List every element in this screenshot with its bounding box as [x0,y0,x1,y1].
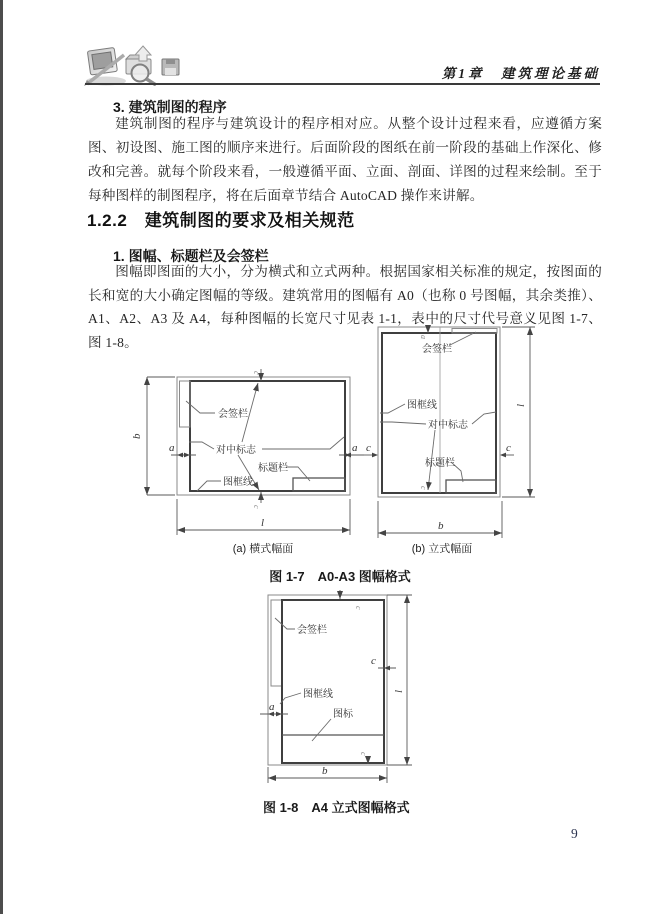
sign-bar-label-a4: 会签栏 [297,625,327,636]
dim-b-b: b [438,520,444,532]
caption-b: (b) 立式幅面 [411,543,473,555]
centering-mark-label-a: 对中标志 [216,445,256,456]
dim-c-bottom-a4: c [359,752,368,756]
frame-line-label-a: 图框线 [223,477,253,488]
figure-1-8-caption: 图 1-8 A4 立式图幅格式 [263,800,410,815]
frame-line-label-a4: 图框线 [303,689,333,700]
dim-a-right: a [352,442,358,454]
sheet-a4-labels [275,618,354,741]
dim-c-bottom-a: c [252,505,261,509]
sub1-heading: 1. 图幅、标题栏及会签栏 [113,248,269,264]
header-rule [85,83,600,85]
sheet-a-dimensions [131,377,350,535]
dim-c-right-a4: c [371,655,376,667]
page-number: 9 [571,826,578,841]
dim-c-bottom-b: c [419,486,428,490]
dim-a-left: a [169,442,175,454]
sheet-a4-dimensions [268,595,412,783]
centering-mark-label-b: 对中标志 [428,420,468,431]
sheet-a4-outline [268,595,387,765]
sec122-heading: 1.2.2 建筑制图的要求及相关规范 [87,211,355,230]
sign-bar-label-a: 会签栏 [218,409,248,420]
title-bar-label-a: 标题栏 [258,463,288,474]
sheet-a-outline [177,377,350,495]
figure-1-7-diagram [130,325,550,565]
sec3-heading: 3. 建筑制图的程序 [113,99,227,115]
dim-b-a4: b [322,765,328,777]
sec3-paragraph: 建筑制图的程序与建筑设计的程序相对应。从整个设计过程来看，应遵循方案图、初设图、施工图的顺序来进行。后面阶段的图纸在前一阶段的基础上作深化、修改和完善。就每个阶段来看，一般遵循平面、立面、剖面、详图的过程来绘制。至于每种图样的制图程序，将在后面章节结合 AutoCAD 操作来讲解。 [88,116,602,203]
dim-c-top-a4: c [354,606,363,610]
title-block-label-a4: 图标 [333,709,353,720]
figure-1-7-caption: 图 1-7 A0-A3 图幅格式 [269,569,411,584]
sheet-b-labels [380,332,496,490]
dim-c-top-a: c [252,371,261,375]
dim-l-b: l [515,403,527,407]
dim-l-a4: l [393,689,405,693]
sheet-a-labels [186,383,344,491]
title-bar-label-b: 标题栏 [425,458,455,469]
dim-l-a: l [261,517,265,529]
caption-a: (a) 横式幅面 [232,543,294,555]
drawing-tools-logo-icon [82,44,192,86]
dim-c-right-b: c [506,442,511,454]
frame-line-label-b: 图框线 [407,400,437,411]
sheet-a4-centering-marks [260,590,396,764]
sub1-paragraph: 图幅即图面的大小，分为横式和立式两种。根据国家相关标准的规定，按图面的长和宽的大小确定图幅的等级。建筑常用的图幅有 A0（也称 0 号图幅，其余类推）、A1、A2、A3 及 A4，每种图幅的长宽尺寸见表 1-1，表中的尺寸代号意义见图 1-7、图 1-8。 [88,264,602,350]
sign-bar-label-b: 会签栏 [422,344,452,355]
dim-a-a4: a [269,701,275,713]
sheet-b-dimensions [378,327,535,538]
dim-c-left-b: c [366,442,371,454]
scan-edge-line [0,0,3,914]
figure-1-8-diagram [230,588,450,788]
sheet-a-centering-marks [169,369,364,509]
chapter-header: 第1章 建筑理论基础 [441,66,600,81]
dim-b-a: b [131,433,143,439]
dim-a-top-b: a [419,335,428,339]
